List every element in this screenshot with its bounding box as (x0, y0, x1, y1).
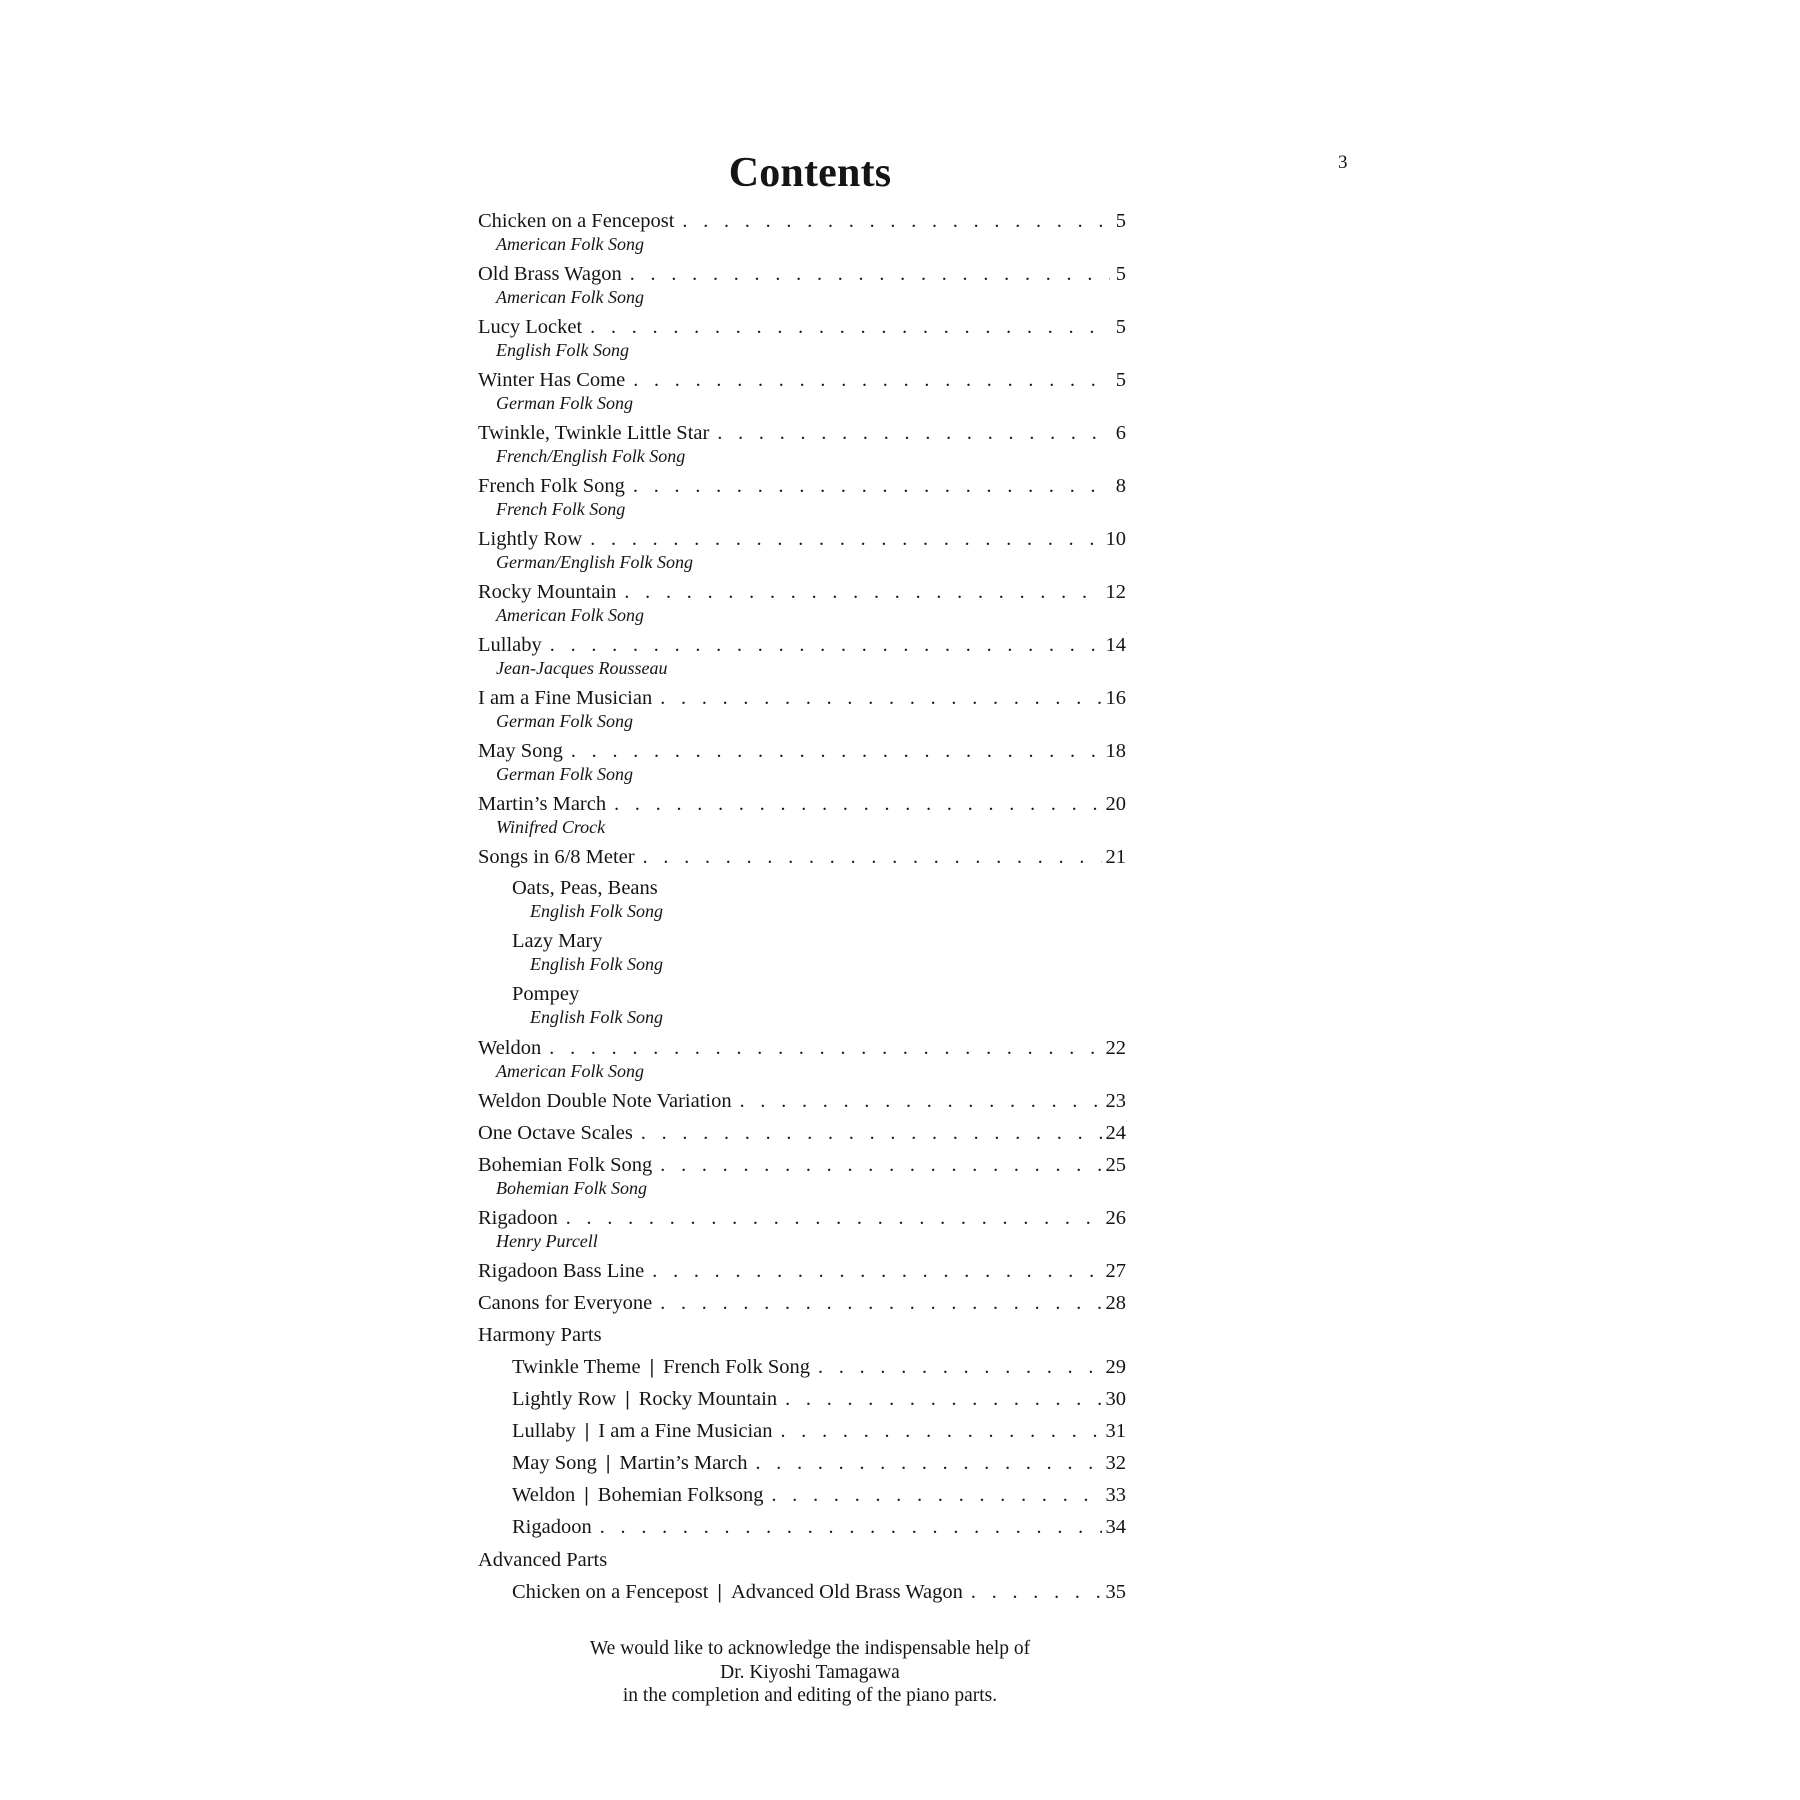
entry-title: Rigadoon Bass Line (478, 1260, 645, 1282)
composer-credit: French/English Folk Song (496, 446, 686, 466)
toc-entry (478, 1259, 1126, 1283)
toc-entry (478, 209, 1126, 255)
page-number: 3 (1338, 152, 1348, 173)
toc-line (478, 1548, 1126, 1572)
entry-title: Songs in 6/8 Meter (478, 846, 635, 868)
part-right-title: Rocky Mountain (638, 1388, 778, 1410)
separator-bar: | (605, 1452, 611, 1474)
part-left-title: Chicken on a Fencepost (512, 1581, 709, 1603)
toc-entry (478, 262, 1126, 308)
dot-leader (630, 262, 1110, 286)
page-ref: 22 (1105, 1037, 1126, 1059)
dot-leader (652, 1259, 1101, 1283)
toc-line (478, 421, 1126, 445)
entry-title: Twinkle, Twinkle Little Star (478, 422, 710, 444)
page-ref: 21 (1105, 846, 1126, 868)
dot-leader (550, 633, 1102, 657)
dot-leader (549, 1036, 1101, 1060)
toc-entry (478, 1323, 1126, 1347)
entry-title: Martin’s March (478, 793, 607, 815)
dot-leader (785, 1387, 1101, 1411)
toc-line (478, 527, 1126, 551)
dot-leader (781, 1419, 1102, 1443)
dot-leader (633, 474, 1110, 498)
toc-line (478, 580, 1126, 604)
part-right-title: Advanced Old Brass Wagon (730, 1581, 963, 1603)
entry-title: Canons for Everyone (478, 1292, 653, 1314)
toc-entry (478, 315, 1126, 361)
dot-leader (660, 1153, 1101, 1177)
toc-entry (478, 527, 1126, 573)
dot-leader (971, 1580, 1102, 1604)
toc-entry (478, 633, 1126, 679)
toc-line (478, 209, 1126, 233)
harmony-part-entry (512, 1387, 1126, 1411)
acknowledgement-line-1: We would like to acknowledge the indispensable help of (589, 1638, 1031, 1659)
separator-bar: | (649, 1356, 655, 1378)
page-ref: 10 (1105, 528, 1126, 550)
composer-credit: German Folk Song (496, 711, 633, 731)
page-ref: 31 (1105, 1420, 1126, 1442)
part-left-title: May Song (512, 1452, 597, 1474)
composer-credit: Henry Purcell (496, 1231, 598, 1251)
page-ref: 5 (1115, 369, 1126, 391)
dot-leader (772, 1483, 1102, 1507)
entry-title: Chicken on a Fencepost (478, 210, 675, 232)
entry-title: Rocky Mountain (478, 581, 617, 603)
dot-leader (571, 739, 1102, 763)
entry-title: Oats, Peas, Beans (512, 877, 658, 899)
entry-title: Bohemian Folk Song (478, 1154, 653, 1176)
entry-title: I am a Fine Musician (478, 687, 653, 709)
toc-line (478, 1153, 1126, 1177)
toc-sub-entry (512, 929, 663, 975)
dot-leader (717, 421, 1110, 445)
page-ref: 25 (1105, 1154, 1126, 1176)
page-ref: 30 (1105, 1388, 1126, 1410)
composer-credit: German/English Folk Song (496, 552, 693, 572)
toc-entry (478, 686, 1126, 732)
composer-credit: French Folk Song (496, 499, 626, 519)
dot-leader (566, 1206, 1102, 1230)
page-ref: 8 (1115, 475, 1126, 497)
dot-leader (624, 580, 1101, 604)
composer-credit: English Folk Song (530, 1007, 663, 1027)
page-ref: 16 (1105, 687, 1126, 709)
part-left-title: Twinkle Theme (512, 1356, 641, 1378)
composer-credit: American Folk Song (496, 234, 644, 254)
composer-credit: English Folk Song (496, 340, 629, 360)
toc-line (478, 739, 1126, 763)
page-ref: 18 (1105, 740, 1126, 762)
composer-credit: Jean-Jacques Rousseau (496, 658, 668, 678)
part-left-title: Weldon (512, 1484, 576, 1506)
entry-title: Advanced Parts (478, 1549, 608, 1571)
acknowledgement (540, 1637, 1080, 1708)
toc-line (512, 1387, 1126, 1411)
toc-entry (478, 1548, 1126, 1572)
composer-credit: English Folk Song (530, 954, 663, 974)
toc-entry (478, 368, 1126, 414)
composer-credit: American Folk Song (496, 605, 644, 625)
part-right-title: Bohemian Folksong (597, 1484, 764, 1506)
part-right-title: French Folk Song (663, 1356, 811, 1378)
dot-leader (633, 368, 1110, 392)
toc-line (478, 792, 1126, 816)
toc-line (512, 1515, 1126, 1539)
toc-sub-entry (512, 876, 663, 922)
toc-entry (478, 474, 1126, 520)
dot-leader (590, 315, 1110, 339)
toc-line (478, 1036, 1126, 1060)
toc-entry (478, 1036, 1126, 1082)
toc-entry (478, 421, 1126, 467)
toc-line (478, 474, 1126, 498)
toc-entry (478, 845, 1126, 869)
page-ref: 5 (1115, 263, 1126, 285)
entry-title: Winter Has Come (478, 369, 626, 391)
toc-line (478, 686, 1126, 710)
composer-credit: English Folk Song (530, 901, 663, 921)
dot-leader (755, 1451, 1101, 1475)
dot-leader (818, 1355, 1101, 1379)
toc-line (478, 845, 1126, 869)
page-ref: 34 (1105, 1516, 1126, 1538)
composer-credit: Winifred Crock (496, 817, 606, 837)
entry-title: Lullaby (478, 634, 542, 656)
harmony-part-entry (512, 1419, 1126, 1443)
entry-title: French Folk Song (478, 475, 625, 497)
harmony-part-entry (512, 1483, 1126, 1507)
entry-title: Lightly Row (478, 528, 583, 550)
toc-line (478, 1121, 1126, 1145)
separator-bar: | (625, 1388, 630, 1410)
composer-credit: Bohemian Folk Song (496, 1178, 647, 1198)
toc-line (512, 1451, 1126, 1475)
page-ref: 35 (1105, 1581, 1126, 1603)
toc-line (478, 1206, 1126, 1230)
acknowledgement-line-3: in the completion and editing of the piano parts. (622, 1685, 998, 1706)
harmony-part-entry (512, 1451, 1126, 1475)
toc-line (478, 1259, 1126, 1283)
page-ref: 5 (1115, 210, 1126, 232)
toc-line (512, 929, 663, 953)
toc-entry (478, 1121, 1126, 1145)
page-ref: 28 (1105, 1292, 1126, 1314)
page-ref: 5 (1115, 316, 1126, 338)
separator-bar: | (584, 1484, 589, 1506)
harmony-part-entry (512, 1515, 1126, 1539)
toc-line (478, 1089, 1126, 1113)
dot-leader (614, 792, 1101, 816)
entry-title: Lucy Locket (478, 316, 583, 338)
toc-entry (478, 1206, 1126, 1252)
toc-line (512, 1355, 1126, 1379)
acknowledgement-line-2: Dr. Kiyoshi Tamagawa (720, 1661, 900, 1683)
page-title: Contents (728, 150, 892, 196)
entry-title: Pompey (512, 983, 580, 1005)
entry-title: Lazy Mary (512, 930, 603, 952)
entry-title: Rigadoon (478, 1207, 558, 1229)
page-ref: 33 (1105, 1484, 1126, 1506)
toc-line (512, 1419, 1126, 1443)
part-right-title: I am a Fine Musician (598, 1420, 773, 1442)
page-ref: 27 (1105, 1260, 1126, 1282)
page-ref: 32 (1105, 1452, 1126, 1474)
harmony-part-entry (512, 1355, 1126, 1379)
toc-line (478, 262, 1126, 286)
dot-leader (682, 209, 1110, 233)
entry-title: Weldon Double Note Variation (478, 1090, 732, 1112)
composer-credit: German Folk Song (496, 393, 633, 413)
part-left-title: Lightly Row (512, 1388, 617, 1410)
toc-entry (478, 792, 1126, 838)
toc-line (478, 368, 1126, 392)
part-left-title: Rigadoon (512, 1516, 592, 1538)
composer-credit: German Folk Song (496, 764, 633, 784)
toc-entry (478, 1291, 1126, 1315)
page-ref: 29 (1105, 1356, 1126, 1378)
dot-leader (740, 1089, 1102, 1113)
part-right-title: Martin’s March (619, 1452, 748, 1474)
toc-line (478, 1323, 1126, 1347)
toc-line (512, 876, 663, 900)
page-ref: 23 (1105, 1090, 1126, 1112)
page-ref: 12 (1105, 581, 1126, 603)
toc-line (512, 982, 663, 1006)
composer-credit: American Folk Song (496, 1061, 644, 1081)
composer-credit: American Folk Song (496, 287, 644, 307)
toc-sub-entry (512, 982, 663, 1028)
page-ref: 24 (1105, 1122, 1126, 1144)
page-ref: 20 (1105, 793, 1126, 815)
page-ref: 26 (1105, 1207, 1126, 1229)
toc-entry (478, 580, 1126, 626)
dot-leader (643, 845, 1102, 869)
dot-leader (600, 1515, 1102, 1539)
dot-leader (660, 1291, 1101, 1315)
dot-leader (590, 527, 1101, 551)
toc-line (478, 315, 1126, 339)
toc-entry (478, 1153, 1126, 1199)
toc-line (478, 633, 1126, 657)
dot-leader (660, 686, 1101, 710)
entry-title: May Song (478, 740, 563, 762)
separator-bar: | (584, 1420, 590, 1442)
entry-title: Harmony Parts (478, 1324, 602, 1346)
page-ref: 6 (1115, 422, 1126, 444)
entry-title: Weldon (478, 1037, 542, 1059)
toc-line (512, 1483, 1126, 1507)
entry-title: One Octave Scales (478, 1122, 633, 1144)
part-left-title: Lullaby (512, 1420, 576, 1442)
toc-entry (478, 1089, 1126, 1113)
entry-title: Old Brass Wagon (478, 263, 622, 285)
page-ref: 14 (1105, 634, 1126, 656)
separator-bar: | (717, 1581, 722, 1603)
dot-leader (641, 1121, 1102, 1145)
advanced-part-entry (512, 1580, 1126, 1604)
toc-entry (478, 739, 1126, 785)
toc-line (478, 1291, 1126, 1315)
toc-line (512, 1580, 1126, 1604)
